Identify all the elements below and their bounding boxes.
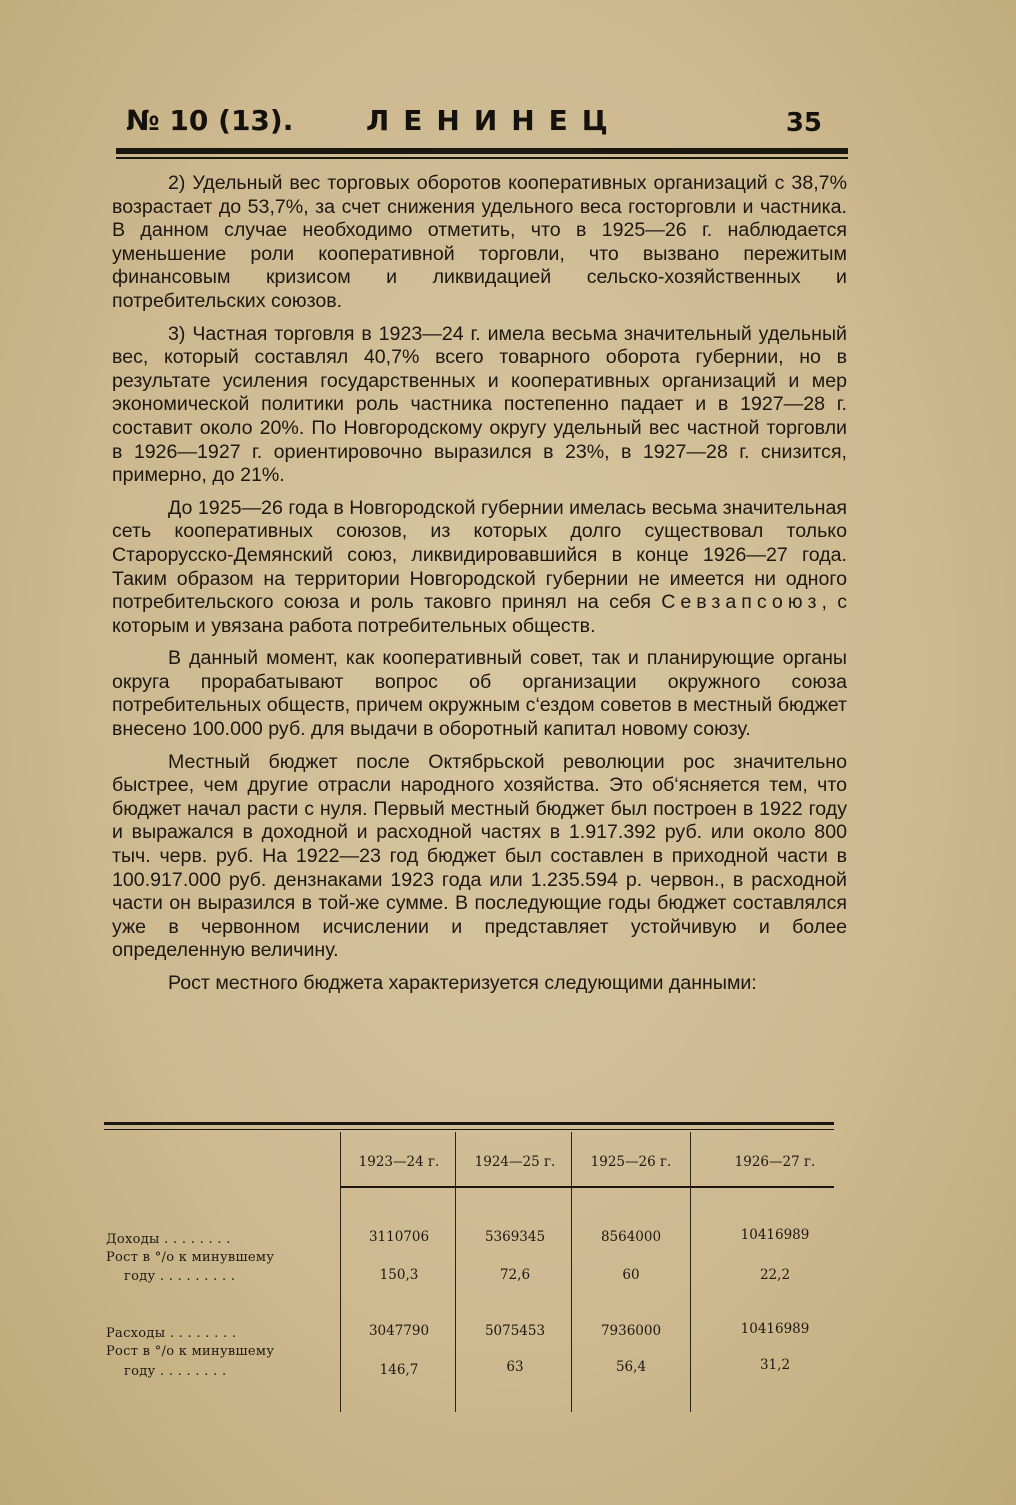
table-cell: 146,7 (379, 1362, 419, 1378)
page-header (118, 100, 848, 148)
table-cell: 72,6 (499, 1267, 531, 1283)
row-label-income-growth-2: году . . . . . . . . . (124, 1269, 236, 1284)
table-top-rule (104, 1122, 834, 1125)
table-cell: 8564000 (600, 1229, 662, 1245)
header-rule-thick (116, 148, 848, 154)
page-number: 35 (785, 108, 822, 138)
table-cell: 5075453 (484, 1323, 546, 1339)
table-cell: 150,3 (379, 1267, 419, 1283)
table-cell: 56,4 (615, 1359, 647, 1375)
article-body (112, 172, 847, 996)
paragraph-4: В данный момент, как кооперативный совет, так и планирующие органы округа прорабатывают вопрос об организации окружного союза потребительных обществ, причем окружным с‘ездом советов в местный бюджет внесено 100.000 руб. для выдачи в оборотный капитал новому союзу. (112, 647, 847, 741)
row-label-expenses: Расходы . . . . . . . . (106, 1326, 237, 1341)
header-rule-thin (116, 157, 848, 159)
paragraph-3 (112, 497, 847, 639)
table-cell: 3047790 (368, 1323, 430, 1339)
table-cell: 7936000 (600, 1323, 662, 1339)
paragraph-2: 3) Частная торговля в 1923—24 г. имела весьма значительный удельный вес, который составлял 40,7% всего товарного оборота губернии, но в результате усиления государственных и кооперативных организаций и мер экономической политики роль частника постепенно падает и в 1927—28 г. составит около 20%. По Новгородскому округу удельный вес частной торговли в 1926—1927 г. ориентировочно выразился в 23%, в 1927—28 г. снизится, примерно, до 21%. (112, 322, 847, 487)
column-header-1925: 1925—26 г. (590, 1154, 672, 1170)
paragraph-3-before: До 1925—26 года в Новгородской губернии имелась весьма значительная сеть кооперативных союзов, из которых долго существовал только Старорусско-Демянский союз, ликвидировавшийся в конце 1926—27 года. Таким образом на территории Новгородской губернии не имеется ни одного потребительского союза и роль таковго принял на себя (112, 496, 847, 614)
table-cell: 60 (622, 1267, 640, 1283)
paragraph-3-spaced-name: Севзапсоюз (661, 591, 822, 614)
table-cell: 31,2 (759, 1357, 791, 1373)
row-label-income: Доходы . . . . . . . . (106, 1232, 231, 1247)
row-label-income-growth-1: Рост в °/о к минувшему (106, 1250, 275, 1265)
table-cell: 22,2 (759, 1267, 791, 1283)
table-cell: 3110706 (368, 1229, 430, 1245)
column-header-1926: 1926—27 г. (734, 1154, 816, 1170)
row-label-expense-growth-1: Рост в °/о к минувшему (106, 1344, 275, 1359)
table-cell: 5369345 (484, 1229, 546, 1245)
table-cell: 63 (506, 1359, 524, 1375)
paragraph-5: Местный бюджет после Октябрьской революции рос значительно быстрее, чем другие отрасли народного хозяйства. Это об‘ясняется тем, что бюджет начал расти с нуля. Первый местный бюджет был построен в 1922 году и выражался в доходной и расходной частях в 1.917.392 руб. или около 800 тыч. черв. руб. На 1922—23 год бюджет был составлен в приходной части в 100.917.000 руб. дензнаками 1923 года или 1.235.594 р. червон., в расходной части он выразился в той-же сумме. В последующие годы бюджет составлялся уже в червонном исчислении и представляет устойчивую и более определенную величину. (112, 750, 847, 962)
table-cell: 10416989 (740, 1227, 810, 1243)
table-header-rule (340, 1186, 834, 1188)
paragraph-1: 2) Удельный вес торговых оборотов кооперативных организаций с 38,7% возрастает до 53,7%, за счет снижения удельного веса госторговли и частника. В данном случае необходимо отметить, что в 1925—26 г. наблюдается уменьшение роли кооперативной торговли, что вызвано пережитым финансовым кризисом и ликвидацией сельско-хозяйственных и потребительских союзов. (112, 172, 847, 312)
magazine-title: ЛЕНИНЕЦ (366, 104, 622, 137)
table-divider (690, 1132, 691, 1412)
table-cell: 10416989 (740, 1321, 810, 1337)
paragraph-3-after: , с которым и увязана работа потребительных обществ. (112, 591, 847, 637)
budget-table (104, 1122, 834, 1412)
issue-number: № 10 (13). (126, 104, 294, 137)
row-label-expense-growth-2: году . . . . . . . . (124, 1364, 227, 1379)
table-top-rule-thin (104, 1129, 834, 1130)
column-header-1923: 1923—24 г. (358, 1154, 440, 1170)
column-header-1924: 1924—25 г. (474, 1154, 556, 1170)
paragraph-6: Рост местного бюджета характеризуется следующими данными: (168, 972, 757, 994)
